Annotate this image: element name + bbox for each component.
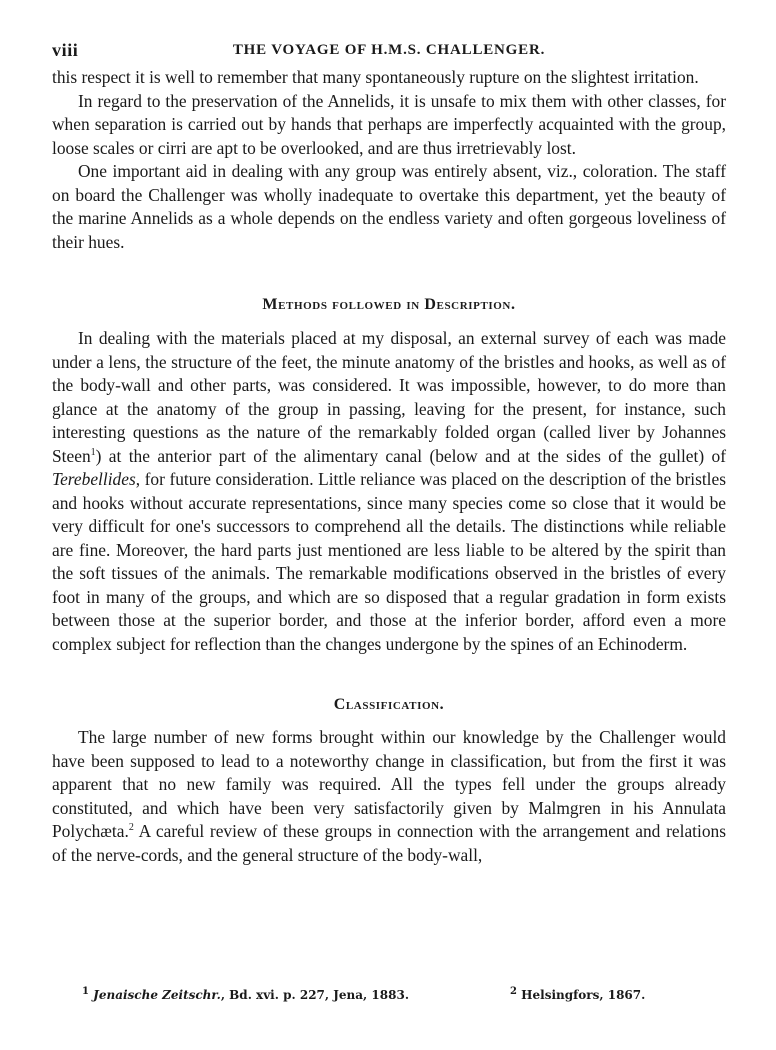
paragraph-continuation: this respect it is well to remember that many spontaneously rupture on the slightest irritation. [52,67,699,87]
footnote-ref-2: 2 [128,822,134,834]
section-heading-methods: Methods followed in Description. [262,296,516,313]
genus-name: Terebellides [52,469,136,489]
methods-text-a: In dealing with the materials placed at my disposal, an external survey of each was made under a lens, the structure of the feet, the minute anatomy of the bristles and hooks, as well as of the body-wall and other parts, was considered. It was impossible, however, to do more than glance at the anatomy of the group in passing, leaving for the present, for instance, such interesting questions as the nature of the remarkably folded organ (called liver by Johannes Steen [52,328,726,466]
section-heading-classification: Classification. [333,696,445,713]
footnote-1 [82,988,409,1002]
paragraph-methods [52,327,726,656]
footnote-1-journal: Jenaische Zeitschr. [93,988,221,1002]
body-text [52,66,726,867]
footnote-1-marker: 1 [82,986,89,997]
footnote-2-marker: 2 [510,986,517,997]
paragraph-coloration: One important aid in dealing with any group was entirely absent, viz., coloration. The staff on board the Challenger was wholly inadequate to overtake this department, yet the beauty of the marine Annelids as a whole depends on the endless variety and often gorgeous loveliness of their hues. [52,161,726,252]
running-header [52,40,726,66]
page-number: viii [52,40,79,60]
classification-text-b: A careful review of these groups in connection with the arrangement and relations of the nerve-cords, and the general structure of the body-wall, [52,821,726,865]
footnote-1-details: , Bd. xvi. p. 227, Jena, 1883. [220,988,409,1002]
paragraph-preservation: In regard to the preservation of the Annelids, it is unsafe to mix them with other classes, for when separation is carried out by hands that perhaps are imperfectly acquainted with the group, loose scales or cirri are apt to be overlooked, and are thus irretrievably lost. [52,90,726,158]
footnote-ref-1: 1 [90,446,96,458]
classification-text-a: The large number of new forms brought within our knowledge by the Challenger would have been supposed to lead to a noteworthy change in classification, but from the first it was apparent that no new family was required. All the types fell under the groups already constituted, and which have been very satisfactorily given by Malmgren in his Annulata Polychæta. [52,727,726,841]
footnote-2-text: Helsingfors, 1867. [521,988,646,1002]
paragraph-classification [52,726,726,867]
footnote-2 [510,988,645,1002]
methods-text-c: , for future consideration. Little reliance was placed on the description of the bristles and hooks without accurate representations, since many species come so close that it would be very difficult for one's successors to comprehend all the details. The distinctions while reliable are fine. Moreover, the hard parts just mentioned are less liable to be altered by the spirit than the soft tissues of the animals. The remarkable modifications observed in the bristles of every foot in many of the groups, and which are so disposed that a regular gradation in form exists between those at the superior border, and those at the inferior border, afford even a more complex subject for reflection than the changes undergone by the spines of an Echinoderm. [52,469,726,654]
methods-text-b: ) at the anterior part of the alimentary canal (below and at the sides of the gullet) of [95,445,726,466]
book-page [52,40,726,867]
running-title: THE VOYAGE OF H.M.S. CHALLENGER. [232,42,546,58]
